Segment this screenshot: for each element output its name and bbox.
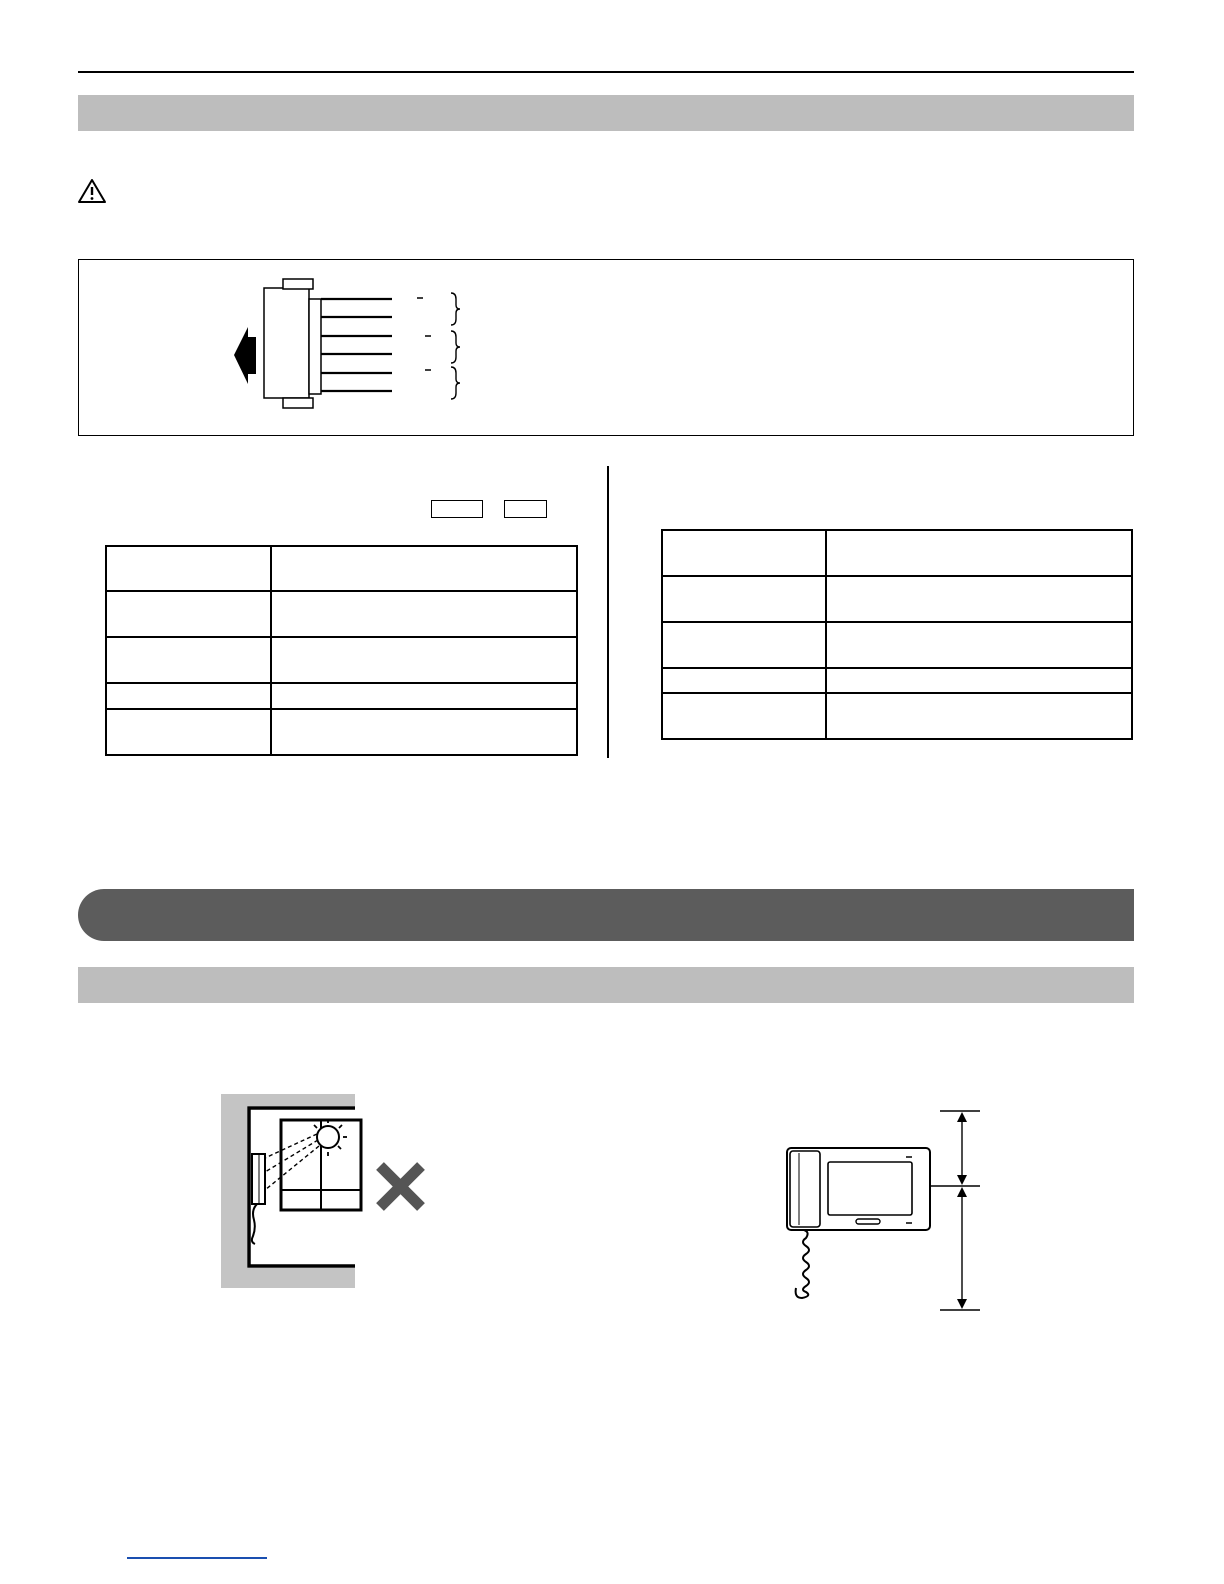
- section-heading-band-2: [78, 967, 1134, 1003]
- reference-box-2: [504, 500, 547, 518]
- sunlight-warning-figure: [221, 1094, 431, 1290]
- right-spec-table: [661, 529, 1133, 740]
- left-spec-table: [105, 545, 578, 756]
- table-row: [662, 530, 1132, 576]
- mounting-height-figure: [782, 1108, 982, 1314]
- x-mark-icon: [380, 1166, 421, 1207]
- header-rule: [78, 71, 1134, 73]
- table-row: [662, 576, 1132, 622]
- reference-box-1: [431, 500, 483, 518]
- warning-triangle-icon: [77, 178, 107, 204]
- table-row: [662, 693, 1132, 739]
- table-row: [106, 591, 577, 637]
- left-arrow-icon: [248, 337, 256, 374]
- table-row: [106, 709, 577, 755]
- coiled-cord: [796, 1230, 809, 1298]
- section-heading-band-1: [78, 95, 1134, 131]
- table-row: [106, 546, 577, 591]
- chapter-heading-band: [78, 889, 1134, 941]
- table-row: [106, 683, 577, 709]
- table-row: [662, 622, 1132, 668]
- connector-diagram: [78, 259, 1134, 435]
- table-row: [662, 668, 1132, 693]
- column-divider: [607, 466, 609, 758]
- footer-link-underline[interactable]: [127, 1557, 267, 1559]
- table-row: [106, 637, 577, 683]
